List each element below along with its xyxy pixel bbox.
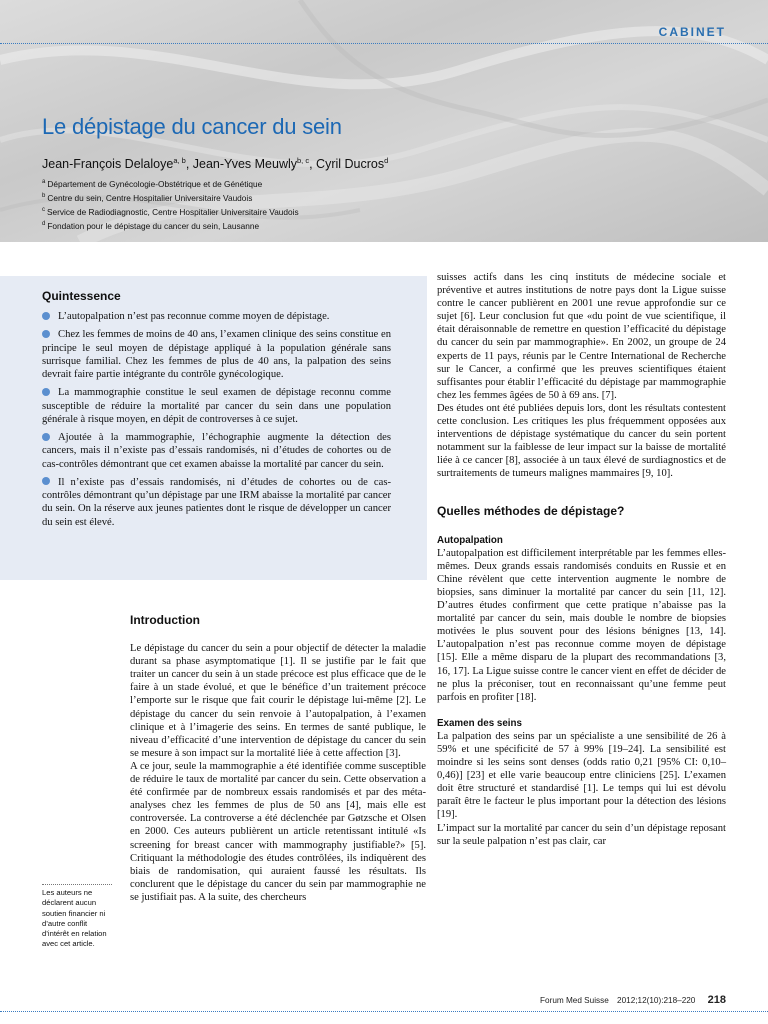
body-paragraph: suisses actifs dans les cinq instituts de médecine sociale et préventive et autres institutions de notre pays dont la Ligue suisse contre le cancer publièrent en 2001 une revue approfondie sur ce sujet [6]. Leur conclusion fut que «du point de vue scientifique, il était déraisonnable de remettre en question l’efficacité du dépistage du cancer du sein par mammographie». En 2002, un groupe de 24 experts de 11 pays, réunis par le Centre International de Recherche sur le Cancer, a confirmé que les preuves scientifiques étaient suffisantes pour établir l’efficacité du dépistage par mammographie chez les femmes âgées de 50 à 69 ans. [7]. bbox=[437, 272, 726, 401]
body-paragraph: L’impact sur la mortalité par cancer du sein d’un dépistage reposant sur la seule palpation n’est pas clair, car bbox=[437, 822, 726, 847]
methods-heading: Quelles méthodes de dépistage? bbox=[437, 503, 625, 518]
sidenote-rule bbox=[42, 884, 112, 885]
quintessence-item: Il n’existe pas d’essais randomisés, ni d’études de cohortes ou de cas-contrôles démontrant qu’un dépistage par une IRM abaisse la mortalité par cancer du sein. On la réserve aux jeunes patientes dont le risque de développer un cancer du sein est élevé. bbox=[42, 476, 391, 528]
quintessence-heading: Quintessence bbox=[42, 289, 121, 303]
header-rule bbox=[0, 43, 768, 44]
header-banner bbox=[0, 0, 768, 242]
affiliation-item: $^b$ Centre du sein, Centre Hospitalier Universitaire Vaudois bbox=[42, 192, 253, 203]
body-paragraph: A ce jour, seule la mammographie a été identifiée comme susceptible de réduire le taux de mortalité par cancer du sein. Cette observation a été confirmée par de nombreux essais randomisés et par des méta-analyses chez les femmes de plus de 50 ans [4], mais elle est controversée. La controverse a été déclenchée par Gøtzsche et Olsen en 2000. Ces auteurs publièrent un article retentissant intitulé «Is screening for breast cancer with mammography justifiable?» [5]. Critiquant la méthodologie des études contrôlées, ils indiquèrent des biais de randomisation, qui auraient faussé les résultats. Ils conclurent que le dépistage du cancer du sein par mammographie ne se justifiait pas. A la suite, des chercheurs bbox=[130, 760, 426, 903]
body-paragraph: La palpation des seins par un spécialiste a une sensibilité de 26 à 59% et une spécificité de 57 à 99% [19–24]. La sensibilité est moindre si les seins sont denses (odds ratio 0,21 [95% CI: 0,10–0,46)] [23] et elle varie beaucoup entre cliniciens [25]. L’examen doit être structuré et standardisé [1]. Le temps qui lui est dévolu paraît être le facteur le plus important pour la détection des lésions [19]. bbox=[437, 730, 726, 821]
author-affil-marker: a, b bbox=[173, 156, 186, 165]
autopalpation-heading: Autopalpation bbox=[437, 534, 503, 546]
footer-rule bbox=[0, 1011, 768, 1012]
bullet-icon bbox=[42, 388, 50, 396]
affiliation-item: $^a$ Département de Gynécologie-Obstétrique et de Génétique bbox=[42, 178, 263, 189]
author-name: Jean-François Delaloye bbox=[42, 157, 174, 172]
affiliation-item: $^c$ Service de Radiodiagnostic, Centre Hospitalier Universitaire Vaudois bbox=[42, 206, 299, 217]
bullet-icon bbox=[42, 330, 50, 338]
affiliation-item: $^d$ Fondation pour le dépistage du cancer du sein, Lausanne bbox=[42, 220, 260, 231]
bullet-icon bbox=[42, 312, 50, 320]
quintessence-item: L’autopalpation n’est pas reconnue comme moyen de dépistage. bbox=[42, 310, 391, 323]
author-affil-marker: b, c bbox=[297, 156, 310, 165]
body-paragraph: L’autopalpation est difficilement interprétable par les femmes elles-mêmes. Deux grands essais randomisés conduits en Russie et en Chine révèlent que cette intervention augmente le nombre de biopsies, sans diminuer la mortalité par cancer du sein [11, 12]. D’autres études confirment que cette pratique n’abaisse pas la mortalité par cancer du sein, mais double le nombre de biopsies motivées le plus souvent pour des lésions bénignes [13, 14]. L’autopalpation n’est pas reconnue comme moyen de dépistage [15]. Elle a même disparu de la plupart des recommandations [3, 16, 17]. La Ligue suisse contre le cancer vient en effet de décider de ne plus la préconiser, tout en reconnaissant qu’une femme peut parfois en profiter [18]. bbox=[437, 547, 726, 703]
journal-name: Forum Med Suisse bbox=[540, 996, 609, 1005]
bullet-icon bbox=[42, 433, 50, 441]
quintessence-item: Ajoutée à la mammographie, l’échographie augmente la détection des cancers, mais il n’existe pas d’essais randomisés, ni d’études de cohortes ou de cas-contrôles démontrant que cet examen abaisse la mortalité par cancer du sein. bbox=[42, 432, 391, 470]
section-tag: CABINET bbox=[658, 25, 726, 39]
quintessence-item: Chez les femmes de moins de 40 ans, l’examen clinique des seins constitue en principe le seul moyen de dépistage appliqué à la population générale sans surrisque familial. Chez les femmes de plus de 40 ans, la palpation des seins devrait faire partie intégrante du contrôle gynécologique. bbox=[42, 329, 391, 380]
introduction-section bbox=[130, 614, 426, 904]
page-number: 218 bbox=[707, 994, 726, 1006]
conflict-of-interest-note: Les auteurs ne déclarent aucun soutien financier ni d’autre conflit d’intérêt en relation avec cet article. bbox=[42, 888, 107, 949]
article-title: Le dépistage du cancer du sein bbox=[42, 114, 342, 139]
quintessence-box bbox=[0, 276, 427, 580]
author-list: Jean-François Delaloye$^{a, b}$, Jean-Yves Meuwly$^{b, c}$, Cyril Ducros$^d$ bbox=[42, 156, 389, 172]
examen-heading: Examen des seins bbox=[437, 717, 522, 729]
bullet-icon bbox=[42, 477, 50, 485]
author-affil-marker: d bbox=[384, 156, 389, 165]
quintessence-list bbox=[42, 310, 391, 534]
body-paragraph: Le dépistage du cancer du sein a pour objectif de détecter la maladie durant sa phase asymptomatique [1]. Il se justifie par le fait que traiter un cancer du sein à un stade précoce est plus efficace que de le faire à un stade évolué, et que le bénéfice d’un traitement précoce l’emporte sur le risque que fait courir le dépistage lui-même [2]. Le dépistage du cancer du sein renvoie à l’autopalpation, à l’examen clinique et à l’imagerie des seins. En termes de santé publique, le niveau d’efficacité d’une intervention de dépistage du cancer du sein se mesure à son impact sur la mortalité liée à cette affection [3]. bbox=[130, 643, 426, 759]
affiliations bbox=[42, 176, 299, 232]
journal-citation: 2012;12(10):218–220 bbox=[617, 996, 696, 1005]
body-paragraph: Des études ont été publiées depuis lors, dont les résultats contestent cette conclusion. Les critiques les plus fréquemment opposées aux interventions de dépistage systématique du cancer du sein portent notamment sur la faiblesse de leur impact sur la baisse de mortalité liée à ce cancer [8], associée à un taux élevé de surdiagnostics et de surtraitements de tumeurs malignes mammaires [9, 10]. bbox=[437, 402, 726, 480]
right-column bbox=[437, 271, 726, 848]
introduction-heading: Introduction bbox=[130, 613, 200, 627]
author-name: Cyril Ducros bbox=[316, 157, 385, 172]
page-footer bbox=[540, 994, 726, 1006]
author-name: Jean-Yves Meuwly bbox=[192, 157, 297, 172]
quintessence-item: La mammographie constitue le seul examen de dépistage reconnu comme susceptible de réduire la mortalité par cancer du sein dans une population générale à risque moyen, en dépit de controverses à ce sujet. bbox=[42, 387, 391, 425]
